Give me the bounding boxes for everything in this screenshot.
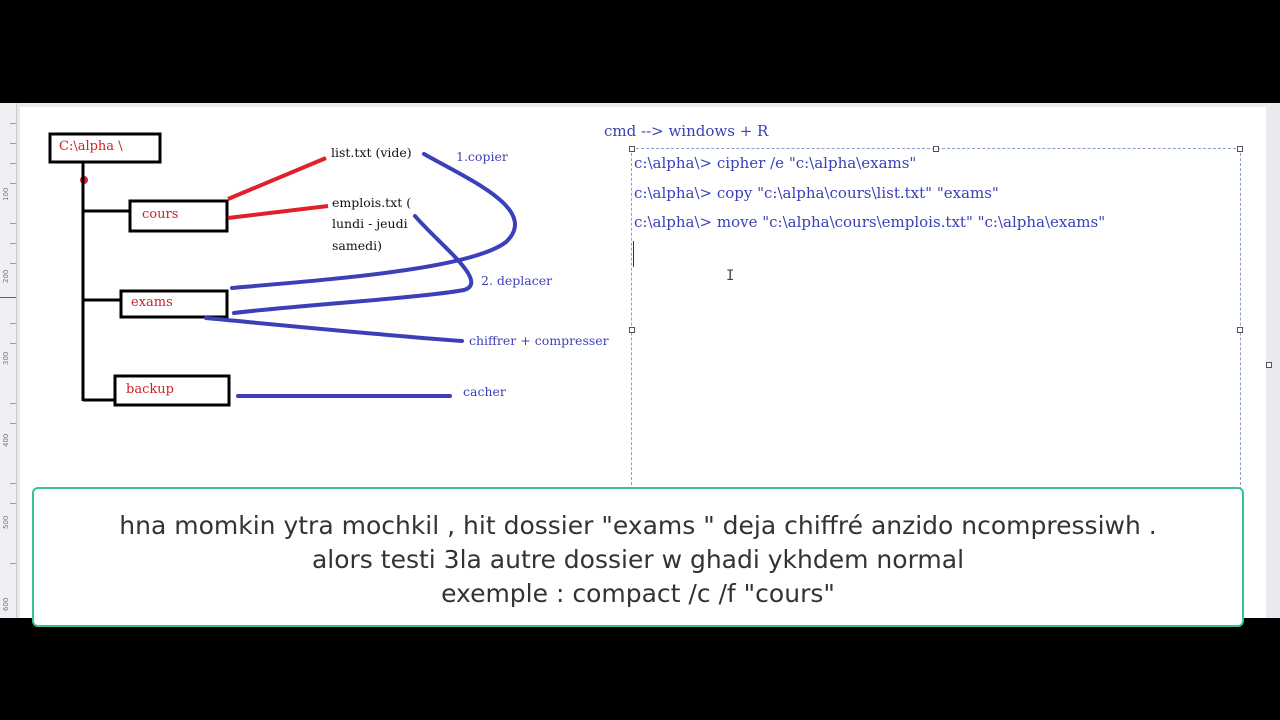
backup-folder-label: backup [126, 382, 174, 397]
root-folder-label: C:\alpha \ [59, 139, 123, 154]
cacher-label: cacher [463, 384, 506, 399]
chiffrer-label: chiffrer + compresser [469, 333, 609, 348]
ruler-tick: 600 [2, 597, 10, 611]
ruler-tick: 200 [2, 269, 10, 283]
ruler-tick: 500 [2, 515, 10, 529]
command-line-1: c:\alpha\> cipher /e "c:\alpha\exams" [634, 154, 917, 172]
text-caret [633, 241, 634, 267]
ibeam-cursor-icon: I [726, 268, 735, 284]
caption-line-1: hna momkin ytra mochkil , hit dossier "exams " deja chiffré anzido ncompressiwh . [119, 511, 1157, 540]
command-line-2: c:\alpha\> copy "c:\alpha\cours\list.txt" "exams" [634, 184, 999, 202]
ruler-tick: 400 [2, 433, 10, 447]
emplois-file-label-2: lundi - jeudi [332, 216, 408, 231]
cours-folder-label: cours [142, 207, 179, 222]
ruler-tick: 300 [2, 351, 10, 365]
caption-line-2: alors testi 3la autre dossier w ghadi ykhdem normal [311, 545, 965, 574]
deplacer-label: 2. deplacer [481, 273, 553, 288]
canvas-resize-handle[interactable] [1266, 362, 1272, 368]
chiffrer-arrow [206, 318, 462, 341]
list-file-label: list.txt (vide) [331, 145, 412, 160]
exams-folder-label: exams [131, 295, 173, 310]
caption-line-3: exemple : compact /c /f "cours" [441, 579, 835, 608]
emplois-file-label-1: emplois.txt ( [332, 195, 412, 210]
red-link-list [228, 158, 326, 199]
cmd-title: cmd --> windows + R [604, 122, 769, 140]
ruler-tick: 100 [2, 187, 10, 201]
red-link-emplois [228, 206, 328, 218]
command-line-3: c:\alpha\> move "c:\alpha\cours\emplois.txt" "c:\alpha\exams" [634, 213, 1106, 231]
emplois-file-label-3: samedi) [332, 238, 382, 253]
subtitle-caption [32, 487, 1244, 627]
copier-label: 1.copier [456, 149, 508, 164]
